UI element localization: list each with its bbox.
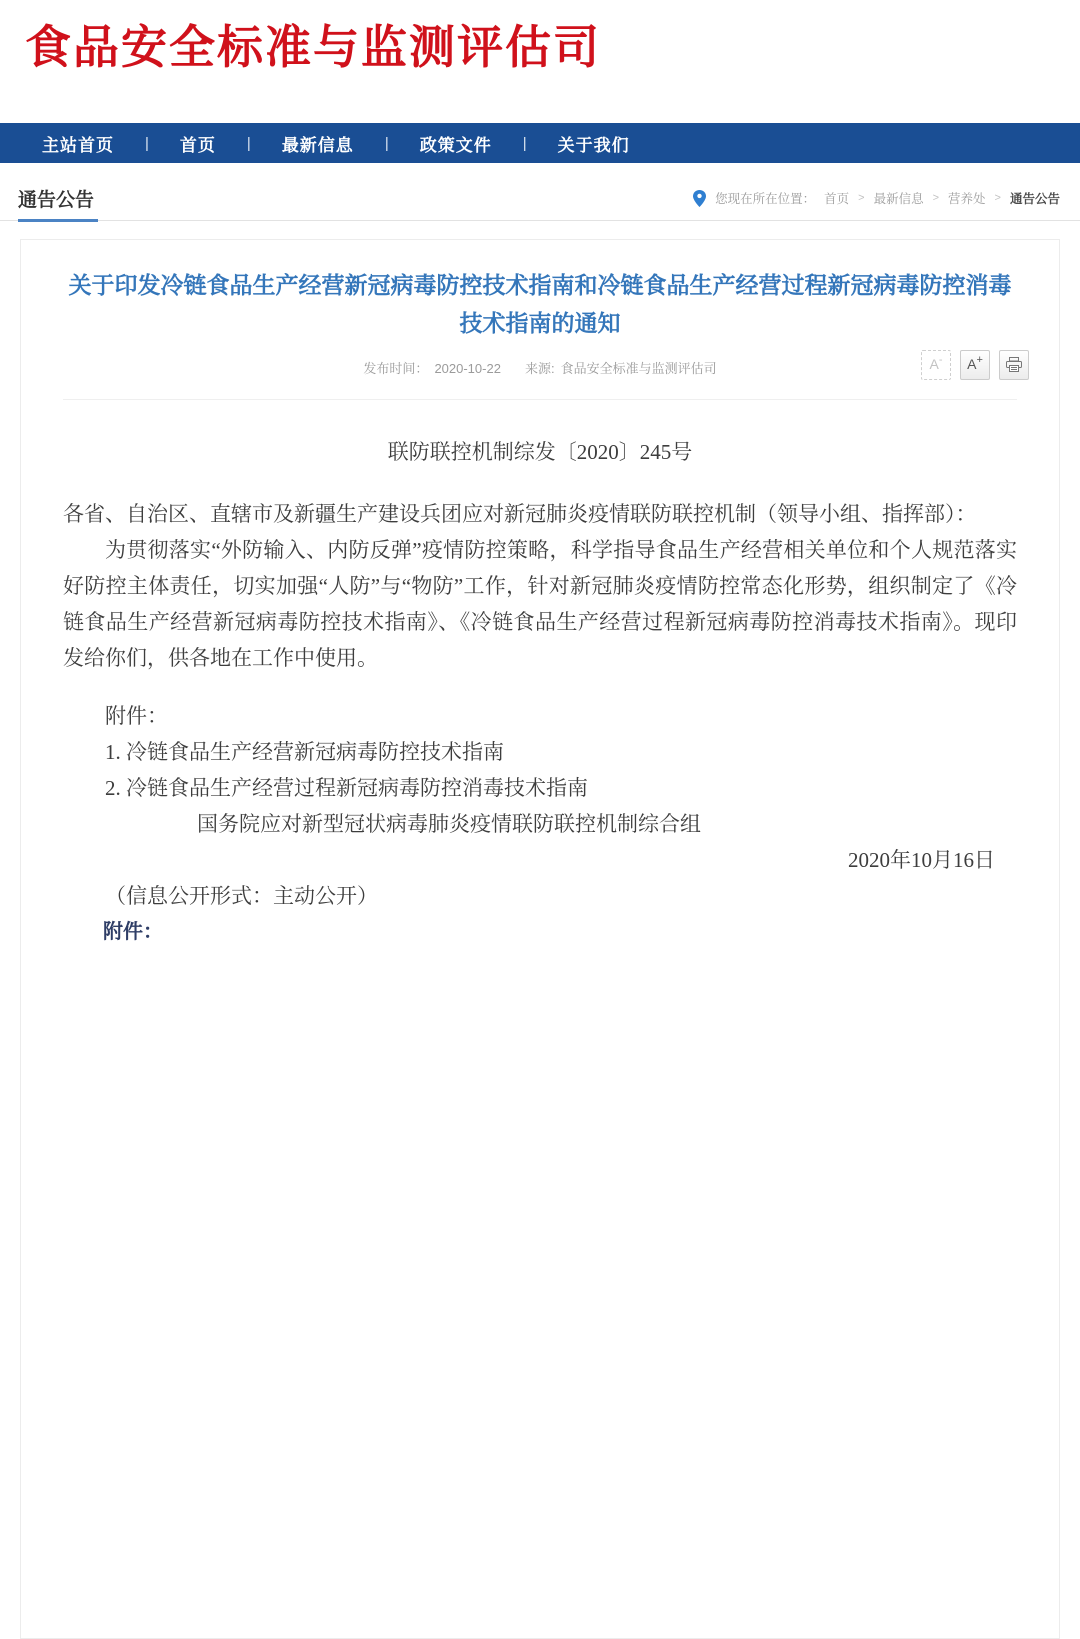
- source-value: 食品安全标准与监测评估司: [560, 361, 717, 376]
- article-container: [20, 239, 1060, 1639]
- breadcrumb-current: 通告公告: [1009, 192, 1060, 206]
- font-larger-button[interactable]: [960, 350, 990, 380]
- document-number: 联防联控机制综发〔2020〕245号: [387, 440, 693, 464]
- attachments-label: 附件：: [105, 704, 168, 728]
- location-pin-icon: [693, 190, 706, 207]
- breadcrumb-label: 您现在所在位置：: [715, 192, 816, 206]
- article-title: 关于印发冷链食品生产经营新冠病毒防控技术指南和冷链食品生产经营过程新冠病毒防控消毒技术指南的通知: [68, 272, 1012, 336]
- font-smaller-sign: -: [938, 354, 943, 366]
- nav-separator: |: [522, 134, 527, 152]
- font-smaller-letter: A: [929, 356, 939, 372]
- breadcrumb: [693, 189, 1060, 207]
- publish-time-value: 2020-10-22: [434, 361, 501, 376]
- top-nav: [0, 123, 1080, 163]
- article-tools: [921, 350, 1029, 380]
- font-larger-sign: +: [976, 354, 983, 366]
- breadcrumb-separator: >: [994, 192, 1001, 204]
- salutation: 各省、自治区、直辖市及新疆生产建设兵团应对新冠肺炎疫情联防联控机制（领导小组、指挥部）：: [63, 502, 977, 526]
- body-paragraph: 为贯彻落实“外防输入、内防反弹”疫情防控策略，科学指导食品生产经营相关单位和个人规范落实好防控主体责任，切实加强“人防”与“物防”工作，针对新冠肺炎疫情防控常态化形势，组织制定了《冷链食品生产经营新冠病毒防控技术指南》、《冷链食品生产经营过程新冠病毒防控消毒技术指南》。现印发给你们，供各地在工作中使用。: [63, 538, 1017, 670]
- font-larger-letter: A: [967, 356, 977, 372]
- section-bar: [0, 185, 1080, 221]
- nav-item-home[interactable]: 首页: [179, 135, 216, 155]
- publish-time-label: 发布时间：: [363, 361, 429, 376]
- attachment-item-1: 1. 冷链食品生产经营新冠病毒防控技术指南: [105, 740, 504, 764]
- source-label: 来源:: [524, 361, 555, 376]
- site-title: 食品安全标准与监测评估司: [25, 21, 601, 73]
- article-body: [63, 434, 1017, 950]
- nav-item-main-home[interactable]: 主站首页: [42, 135, 114, 155]
- breadcrumb-item-latest-info[interactable]: 最新信息: [873, 192, 924, 206]
- issuing-body: 国务院应对新型冠状病毒肺炎疫情联防联控机制综合组: [197, 812, 701, 836]
- breadcrumb-separator: >: [858, 192, 865, 204]
- breadcrumb-separator: >: [932, 192, 940, 204]
- disclosure-note: （信息公开形式：主动公开）: [105, 884, 378, 908]
- section-title: 通告公告: [18, 185, 98, 222]
- nav-separator: |: [246, 134, 251, 152]
- attachments-list: [63, 698, 1017, 806]
- printer-icon: [1006, 357, 1022, 372]
- article-meta: [63, 354, 1017, 400]
- print-button[interactable]: [999, 350, 1029, 380]
- breadcrumb-item-home[interactable]: 首页: [824, 192, 850, 206]
- breadcrumb-item-nutrition-office[interactable]: 营养处: [948, 192, 986, 206]
- issue-date: 2020年10月16日: [848, 848, 995, 872]
- site-header: [0, 0, 1080, 123]
- nav-separator: |: [145, 134, 149, 152]
- attachment-item-2: 2. 冷链食品生产经营过程新冠病毒防控消毒技术指南: [105, 776, 588, 800]
- nav-item-latest-info[interactable]: 最新信息: [281, 135, 354, 155]
- attachments-footer-label: 附件：: [103, 921, 163, 943]
- nav-separator: |: [384, 134, 389, 152]
- font-smaller-button[interactable]: [921, 350, 951, 380]
- nav-item-about-us[interactable]: 关于我们: [557, 135, 630, 155]
- nav-item-policy-documents[interactable]: 政策文件: [419, 135, 492, 155]
